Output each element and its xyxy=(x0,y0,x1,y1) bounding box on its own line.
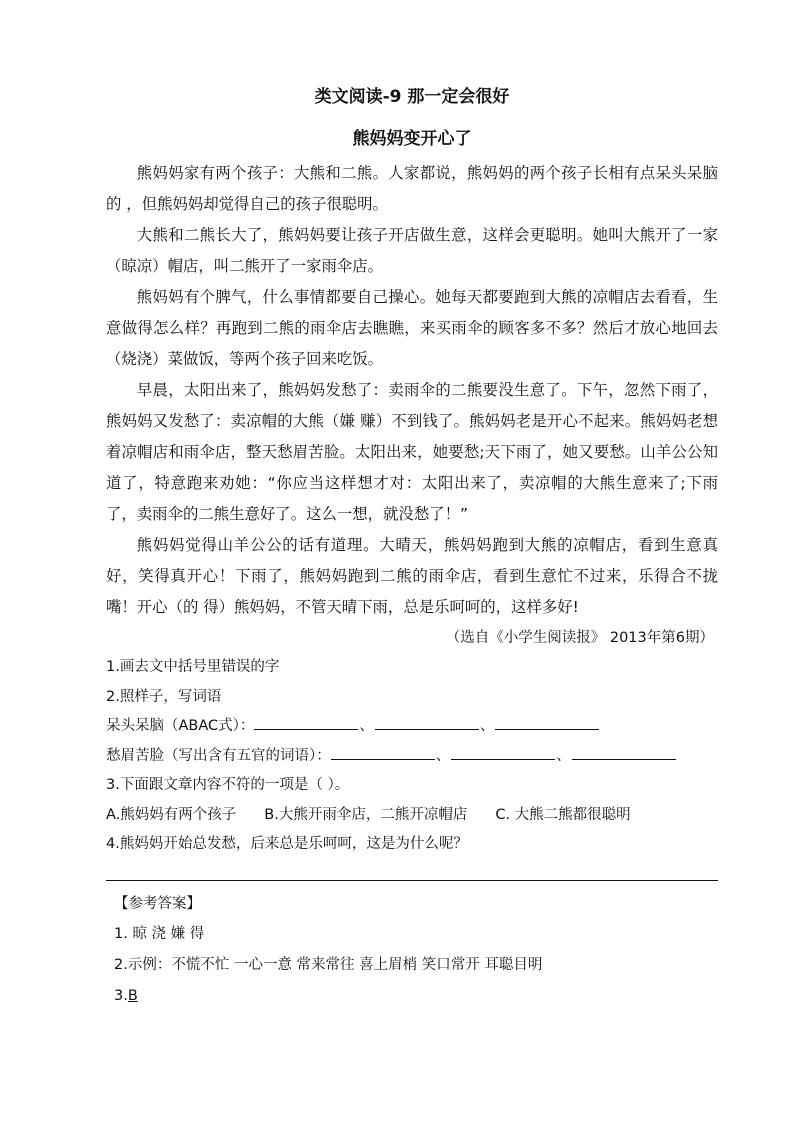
section-divider xyxy=(106,880,718,881)
separator: 、 xyxy=(359,718,374,734)
story-paragraph-4: 早晨，太阳出来了，熊妈妈发愁了：卖雨伞的二熊要没生意了。下午，忽然下雨了，熊妈妈又发愁了：卖凉帽的大熊（嫌 赚）不到钱了。熊妈妈老是开心不起来。熊妈妈老想着凉帽店和雨伞店，整天愁眉苦脸。太阳出来，她要愁;天下雨了，她又要愁。山羊公公知道了，特意跑来劝她：“你应当这样想才对：太阳出来了，卖凉帽的大熊生意来了;下雨了，卖雨伞的二熊生意好了。这么一想，就没愁了！” xyxy=(106,381,718,523)
answer-blank[interactable] xyxy=(572,745,676,760)
question-4: 4.熊妈妈开始总发愁，后来总是乐呵呵，这是为什么呢？ xyxy=(106,836,468,852)
question-3-options xyxy=(106,801,718,831)
option-c: C. 大熊二熊都很聪明 xyxy=(495,806,631,823)
story-title: 熊妈妈变开心了 xyxy=(352,129,472,149)
answer-3 xyxy=(106,981,718,1012)
story-paragraph-2: 大熊和二熊长大了，熊妈妈要让孩子开店做生意，这样会更聪明。她叫大熊开了一家（晾凉）帽店，叫二熊开了一家雨伞店。 xyxy=(106,226,718,275)
option-b: B.大熊开雨伞店，二熊开凉帽店 xyxy=(264,806,468,823)
question-1: 1.画去文中括号里错误的字 xyxy=(106,659,280,675)
question-2b-label: 愁眉苦脸（写出含有五官的词语）： xyxy=(106,747,331,764)
separator: 、 xyxy=(556,747,571,764)
answer-blank[interactable] xyxy=(451,745,555,760)
answer-blank[interactable] xyxy=(254,715,358,730)
answer-blank[interactable] xyxy=(331,745,435,760)
answer-blank[interactable] xyxy=(495,715,599,730)
question-2: 2.照样子，写词语 xyxy=(106,688,222,705)
answer-3-prefix: 3. xyxy=(114,987,128,1004)
question-3: 3.下面跟文章内容不符的一项是（ ）。 xyxy=(106,777,350,793)
question-2a xyxy=(106,712,718,742)
separator: 、 xyxy=(435,747,451,764)
story-paragraph-1: 熊妈妈家有两个孩子：大熊和二熊。人家都说，熊妈妈的两个孩子长相有点呆头呆脑的 ，但熊妈妈却觉得自己的孩子很聪明。 xyxy=(106,164,718,213)
source-citation: （选自《小学生阅读报》 2013年第6期） xyxy=(445,630,714,646)
question-2b xyxy=(106,742,718,772)
question-2a-label: 呆头呆脑（ABAC式）： xyxy=(106,718,255,734)
answer-2: 2.示例：不慌不忙 一心一意 常来常往 喜上眉梢 笑口常开 耳聪目明 xyxy=(114,956,543,973)
separator: 、 xyxy=(479,718,495,734)
story-paragraph-3: 熊妈妈有个脾气，什么事情都要自己操心。她每天都要跑到大熊的凉帽店去看看，生意做得怎么样？再跑到二熊的雨伞店去瞧瞧，来买雨伞的顾客多不多？然后才放心地回去（烧浇）菜做饭，等两个孩子回来吃饭。 xyxy=(106,288,718,368)
answers-heading: 【参考答案】 xyxy=(114,895,201,912)
page-title: 类文阅读-9 那一定会很好 xyxy=(314,87,510,107)
answer-1: 1. 晾 浇 嫌 得 xyxy=(114,925,205,942)
answer-3-value: B xyxy=(127,987,138,1004)
answer-blank[interactable] xyxy=(375,715,479,730)
option-a: A.熊妈妈有两个孩子 xyxy=(106,806,237,823)
worksheet-page xyxy=(106,84,718,1012)
story-paragraph-5: 熊妈妈觉得山羊公公的话有道理。大晴天，熊妈妈跑到大熊的凉帽店，看到生意真好，笑得真开心！下雨了，熊妈妈跑到二熊的雨伞店，看到生意忙不过来，乐得合不拢嘴！开心（的 得）熊妈妈，不管天晴下雨，总是乐呵呵的，这样多好! xyxy=(106,536,718,616)
